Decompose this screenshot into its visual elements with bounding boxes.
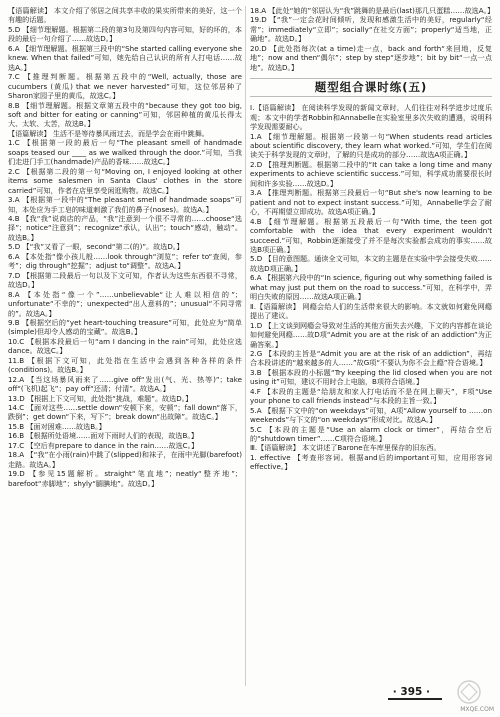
page-number-rule <box>388 698 442 700</box>
answer-paragraph: 17.C 【空后有prepare to dance in the rain……故选C。】 <box>8 440 199 450</box>
answer-paragraph: 3.A 【根据第一段中的“The pleasant smell of handmade soaps”可知，本处应为手工皂的味道刺激了我们的鼻子(noses)。故选A。】 <box>8 195 242 214</box>
answer-paragraph: 5.D 【细节理解题。根据第二段的第3句及第四句内容可知，好的坏的，本段的最后一句介绍了……故选D。】 <box>8 24 242 44</box>
answer-paragraph: 1.A 【细节理解题。根据第一段第一句“When students read articles about scientific discovery, they learn what worked.”可知，学生们在阅读关于科学发现的文章时，了解的只是成功的部分……故选A项正确。】 <box>250 131 492 160</box>
answer-paragraph: 6.A 【根据第六段中的“In science, figuring out why something failed is what may just put them on the road to success.”可知，在科学中，弄明白失败的原因……故选A项正确。】 <box>250 273 492 302</box>
column-divider <box>245 6 246 686</box>
answer-paragraph: 18.A 【此处“她的”邻居认为“我”跳舞的是最后(last)那几只蛋糕……故选A。】 <box>250 6 495 15</box>
answer-paragraph: 8.A 【本处指“像一个”……unbelievable“让人难以相信的”；unfortunate“不幸的”；unexpected“出人意料的”；unusual“不同寻常的”。故选A。】 <box>8 289 242 318</box>
right-column <box>250 6 495 472</box>
answer-paragraph: 4.B 【细节理解题。根据第五段最后一句“With time, the teen got comfortable with the idea that every experiment wouldn't succeed.”可知，Robbin逐渐接受了并不是每次实验都会成功的事实……故选B项正确。】 <box>250 216 492 254</box>
answer-paragraph: 9.B 【根据空后的“yet heart-touching treasure”可知，此处应为“简单(simple)但却令人感动的宝藏”。故选B。】 <box>8 317 242 337</box>
answer-paragraph: 4.B 【我“我”说商店的产品，“我”注意到一个很不寻常的……choose“选择”；notice“注意到”；recognize“承认，认出”；touch“感动，触动”。故选B。】 <box>8 213 242 242</box>
right-column-top <box>250 6 495 72</box>
answer-paragraph: Ⅱ.【语篇解读】 网瘾会给人们的生活带来很大的影响。本文就如何避免网瘾提出了建议。 <box>250 301 492 321</box>
answer-paragraph: 1.C 【根据第一段的最后一句“The pleasant smell of handmade soaps teased our ____ as we walked through the door.”可知，当我们走进门手工(handmade)产品的香味……故选C。】 <box>8 138 242 167</box>
answer-paragraph: 1. effective 【考查形容词。根据and后的important可知，应用形容词effective。】 <box>250 452 492 472</box>
answer-paragraph: 10.C 【根据本段最后一句“am I dancing in the rain”可知，此处应选dance。故选C。】 <box>8 336 242 356</box>
answer-paragraph: 14.C 【面对这些……settle down“安顿下来，安顿”；fall down“落下，跌倒”；get down“下来，写下”；break down“出故障”。故选C。】 <box>8 403 242 422</box>
answer-paragraph: 16.B 【根据所处语境……面对下雨时人们的表现，故选B。】 <box>8 431 198 441</box>
answer-paragraph: 5.C 【本段的主题是“Use an alarm clock or timer”，再结合空后的“shutdown timer”……C项符合语境。】 <box>250 424 492 444</box>
answer-paragraph: 4.F 【本段的主题是“给朋友和家人打电话而不是在网上聊天”，F项“Use your phone to call friends instead”与本段的主旨一致。】 <box>250 386 492 406</box>
answer-paragraph: 18.A 【“我”在小雨(rain)中跳了(slipped)和袜子，在雨中光脚(barefoot)走路。故选A。】 <box>8 450 242 469</box>
answer-paragraph: 2.G 【本段的主旨是“Admit you are at the risk of an addiction”，再结合本段讲述的“越来越多的人……”故G项“不要认为你不会上瘾”符合语境。】 <box>250 348 492 368</box>
answer-paragraph: Ⅲ.【语篇解读】 本文讲述了Barone在车库里保存的旧东西。 <box>250 443 441 453</box>
answer-paragraph: 8.B 【细节理解题。根据文章第五段中的“because they got too big, soft and bitter for eating or canning”可知，邻居种植的黄瓜长得太大、太软、太苦，故选B。】 <box>8 100 242 129</box>
answer-paragraph: 11.B 【根据下文可知，此处指在生活中会遇到各种各样的条件(conditions)。故选B。】 <box>8 355 242 375</box>
section-title: 题型组合课时练(五) <box>250 78 492 97</box>
answer-paragraph: 7.D 【根据第二段最后一句以及下文可知，作者认为这些东西很不寻常，故选D。】 <box>8 270 242 290</box>
answer-paragraph: Ⅰ.【语篇解读】 在阅读科学发现的新闻文章时，人们往往对科学进步过度乐观；本文中的学者Robbin和Annabelle在实验室里多次失败的遭遇，说明科学发现需要耐心。 <box>250 103 492 132</box>
answer-paragraph: 7.C 【推理判断题。根据第五段中的“Well, actually, those are cucumbers (黄瓜) that we never harvested”可知，这位邻居种了Sharon家园子里的黄瓜，故选C。】 <box>8 72 242 101</box>
answer-paragraph: 6.A 【细节理解题。根据第三段中的“She started calling everyone she knew. When that failed”可知，她先给自己认识的所有人打电话……故选A。】 <box>8 43 242 72</box>
answer-paragraph: 20.D 【此处指每次(at a time)走一点，back and forth“来回地，反复地”；now and then“偶尔”；step by step“逐步地”；bit by bit“一点一点地”。故选D。】 <box>250 43 492 72</box>
answer-paragraph: 【语篇解读】 生活不是等待暴风雨过去，而是学会在雨中跳舞。 <box>8 128 209 138</box>
answer-paragraph: 5.A 【根据下文中的“on weekdays”可知，A项“Allow yourself to ……on weekends”与下文的“on weekdays”形成对比。故选A。】 <box>250 405 492 425</box>
answer-paragraph: 12.A 【当这场暴风雨来了……give off“发出(气、光、热等)”；take off“(飞机)起飞”；pay off“还清；付清”。故选A。】 <box>8 374 242 394</box>
left-column <box>8 6 242 488</box>
answer-paragraph: 5.D 【“我”又看了一眼，second“第二(的)”。故选D。】 <box>8 242 184 252</box>
page-number: · 395 · <box>392 686 430 698</box>
answer-paragraph: 6.A 【本处指“像小孩儿般……look through“浏览”；refer to“查阅，参考”；dig through“挖掘”；adjust to“调整”。故选A。】 <box>8 251 242 271</box>
answer-paragraph: 3.B 【根据本段的小标题“Try keeping the lid closed when you are not using it”可知，建议不用时合上电脑，B项符合语境。】 <box>250 367 492 387</box>
answer-paragraph: 3.A 【推理判断题。根据第三段最后一句“But she's now learning to be patient and not to expect instant success.”可知，Annabelle学会了耐心，不再期望立即成功。故选A项正确。】 <box>250 188 492 217</box>
answer-paragraph: 15.B 【面对困难……故选B。】 <box>8 421 106 431</box>
answer-paragraph: 19.D 【“我”一定会花时间倾听，发现和感激生活中的美好，regularly“经常”；immediately“立即”；socially“在社交方面”；properly“适当地，正确地”。故选D。】 <box>250 15 492 44</box>
answer-paragraph: 1.D 【上文谈到网瘾会导致对生活的其他方面失去兴趣，下文的内容都在谈论如何避免网瘾……故D项“Admit you are at the risk of an addiction”为正确答案。】 <box>250 320 492 349</box>
answer-paragraph: 2.D 【推理判断题。根据第二段中的“It can take a long time and many experiments to achieve scientific success.”可知，科学成功需要很长时间和许多实验……故选D。】 <box>250 159 492 188</box>
watermark-text: MXQE.COM <box>460 706 494 713</box>
answer-paragraph: 19.D 【参见15题解析。straight“笔直地”；neatly“整齐地”；barefoot“赤脚地”；shyly“腼腆地”。故选D。】 <box>8 469 242 488</box>
answer-paragraph: 13.D 【根据上下文可知，此处指“挑战，难题”。故选D。】 <box>8 393 193 403</box>
answer-paragraph: 2.C 【根据第二段的第一句“Moving on, I enjoyed looking at other items some salesmen in Santa Claus' clothes in the store carried”可知，作者在店里享受闲逛购物。故选C。】 <box>8 166 242 195</box>
answer-paragraph: 【语篇解读】 本文介绍了邻居之间共享丰收的果实所带来的美好，这一个有趣的话题。 <box>8 6 242 25</box>
answer-paragraph: 5.D 【目的意图题。通读全文可知，本文的主题是在实验中学会接受失败……故选D项正确。】 <box>250 254 492 273</box>
right-column-bottom <box>250 103 492 472</box>
